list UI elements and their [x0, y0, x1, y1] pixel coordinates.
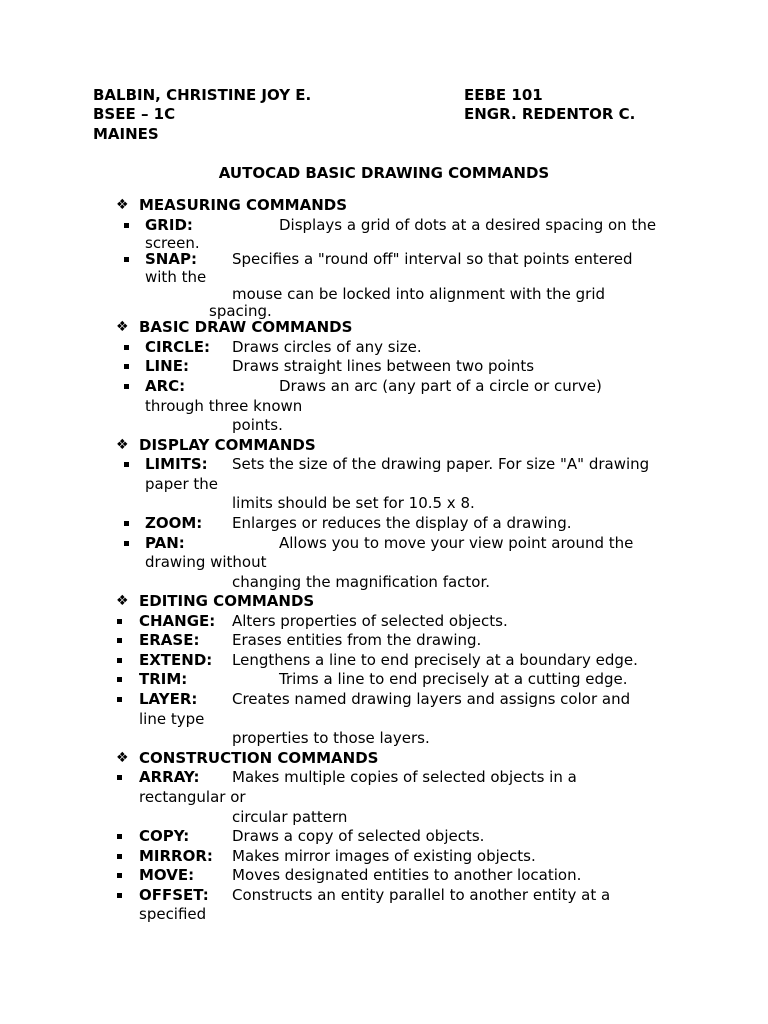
square-bullet-icon	[117, 834, 122, 839]
square-bullet-icon	[117, 697, 122, 702]
command-description: Draws an arc (any part of a circle or curve)	[279, 377, 602, 395]
student-name: BALBIN, CHRISTINE JOY E.	[93, 86, 312, 104]
command-description: changing the magnification factor.	[232, 573, 491, 591]
command-description: Lengthens a line to end precisely at a boundary edge.	[232, 651, 638, 669]
command-label: ERASE:	[139, 631, 200, 649]
diamond-bullet-icon: ❖	[116, 750, 129, 766]
command-label: CIRCLE:	[145, 338, 210, 356]
diamond-bullet-icon: ❖	[116, 593, 129, 609]
command-description: Draws circles of any size.	[232, 338, 422, 356]
instructor-name-line1: ENGR. REDENTOR C.	[464, 105, 636, 123]
command-label: ARRAY:	[139, 768, 200, 786]
command-label: CHANGE:	[139, 612, 216, 630]
square-bullet-icon	[117, 638, 122, 643]
command-description: Draws a copy of selected objects.	[232, 827, 485, 845]
instructor-name-line2: MAINES	[93, 125, 159, 143]
command-description: Moves designated entities to another location.	[232, 866, 582, 884]
command-description: rectangular or	[139, 788, 246, 806]
command-label: MOVE:	[139, 866, 195, 884]
square-bullet-icon	[117, 854, 122, 859]
square-bullet-icon	[124, 223, 129, 228]
document-title: AUTOCAD BASIC DRAWING COMMANDS	[218, 164, 550, 182]
command-description: Alters properties of selected objects.	[232, 612, 508, 630]
square-bullet-icon	[124, 257, 129, 262]
command-description: spacing.	[209, 302, 272, 320]
command-label: PAN:	[145, 534, 185, 552]
command-description: line type	[139, 710, 205, 728]
command-label: GRID:	[145, 216, 193, 234]
square-bullet-icon	[117, 677, 122, 682]
command-label: COPY:	[139, 827, 190, 845]
command-description: drawing without	[145, 553, 267, 571]
square-bullet-icon	[117, 775, 122, 780]
command-description: paper the	[145, 475, 219, 493]
command-label: LIMITS:	[145, 455, 208, 473]
command-description: through three known	[145, 397, 303, 415]
square-bullet-icon	[124, 462, 129, 467]
command-description: Draws straight lines between two points	[232, 357, 535, 375]
command-description: specified	[139, 905, 207, 923]
command-label: SNAP:	[145, 250, 197, 268]
square-bullet-icon	[117, 893, 122, 898]
command-description: with the	[145, 268, 207, 286]
command-description: Makes mirror images of existing objects.	[232, 847, 536, 865]
square-bullet-icon	[117, 873, 122, 878]
section-heading: DISPLAY COMMANDS	[139, 436, 316, 454]
square-bullet-icon	[124, 541, 129, 546]
command-description: screen.	[145, 234, 200, 252]
diamond-bullet-icon: ❖	[116, 319, 129, 335]
command-description: Allows you to move your view point around the	[279, 534, 634, 552]
command-description: Trims a line to end precisely at a cutting edge.	[279, 670, 628, 688]
command-description: Constructs an entity parallel to another entity at a	[232, 886, 611, 904]
section-heading: CONSTRUCTION COMMANDS	[139, 749, 379, 767]
square-bullet-icon	[124, 384, 129, 389]
section-heading: EDITING COMMANDS	[139, 592, 315, 610]
command-label: EXTEND:	[139, 651, 213, 669]
square-bullet-icon	[124, 521, 129, 526]
course-code: EEBE 101	[464, 86, 543, 104]
diamond-bullet-icon: ❖	[116, 197, 129, 213]
command-description: Specifies a "round off" interval so that points entered	[232, 250, 633, 268]
command-description: Sets the size of the drawing paper. For size "A" drawing	[232, 455, 650, 473]
student-section: BSEE – 1C	[93, 105, 176, 123]
command-label: ZOOM:	[145, 514, 203, 532]
square-bullet-icon	[117, 619, 122, 624]
command-label: OFFSET:	[139, 886, 209, 904]
square-bullet-icon	[124, 364, 129, 369]
command-description: properties to those layers.	[232, 729, 430, 747]
command-description: Displays a grid of dots at a desired spacing on the	[279, 216, 657, 234]
command-label: MIRROR:	[139, 847, 213, 865]
command-label: TRIM:	[139, 670, 188, 688]
command-description: points.	[232, 416, 283, 434]
command-description: Creates named drawing layers and assigns color and	[232, 690, 631, 708]
command-label: LINE:	[145, 357, 189, 375]
diamond-bullet-icon: ❖	[116, 437, 129, 453]
command-description: mouse can be locked into alignment with the grid	[232, 285, 606, 303]
command-description: Enlarges or reduces the display of a drawing.	[232, 514, 572, 532]
section-heading: BASIC DRAW COMMANDS	[139, 318, 353, 336]
section-heading: MEASURING COMMANDS	[139, 196, 348, 214]
command-label: LAYER:	[139, 690, 198, 708]
square-bullet-icon	[117, 658, 122, 663]
command-description: Erases entities from the drawing.	[232, 631, 482, 649]
command-description: limits should be set for 10.5 x 8.	[232, 494, 475, 512]
command-description: circular pattern	[232, 808, 348, 826]
command-label: ARC:	[145, 377, 186, 395]
command-description: Makes multiple copies of selected objects in a	[232, 768, 577, 786]
square-bullet-icon	[124, 345, 129, 350]
